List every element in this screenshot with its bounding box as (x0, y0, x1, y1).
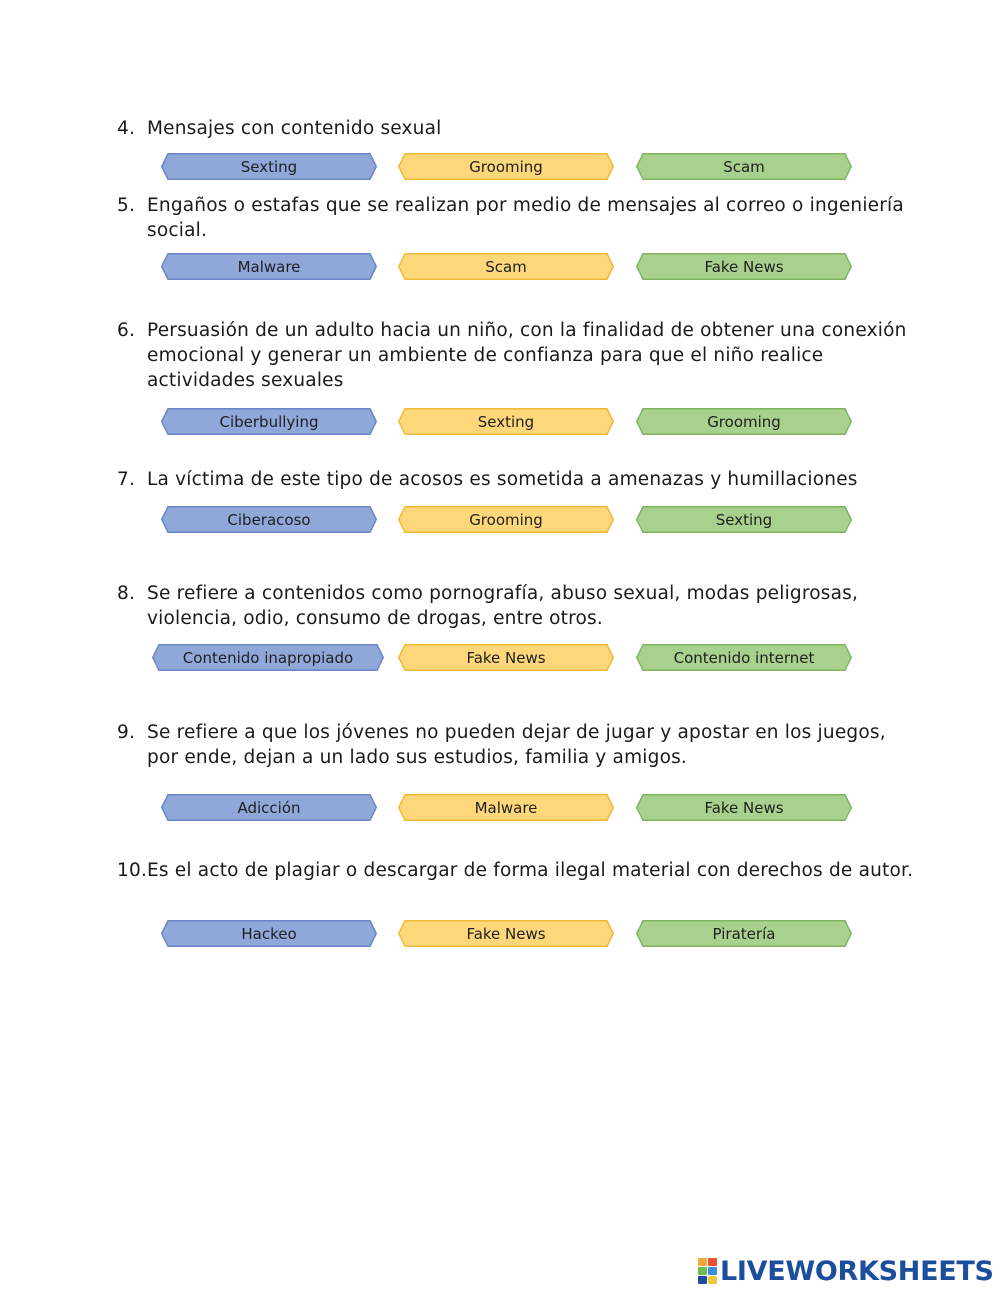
liveworksheets-logo (697, 1257, 994, 1285)
option-pirateria[interactable] (636, 920, 852, 947)
option-grooming[interactable] (398, 506, 614, 533)
question-4 (117, 116, 917, 141)
option-hackeo[interactable] (161, 920, 377, 947)
option-fake-news[interactable] (398, 644, 614, 671)
option-ciberbullying[interactable] (161, 408, 377, 435)
question-text: Se refiere a contenidos como pornografía, abuso sexual, modas peligrosas, violencia, odio, consumo de drogas, entre otros. (147, 583, 859, 629)
option-fake-news[interactable] (398, 920, 614, 947)
option-label: Grooming (469, 157, 543, 176)
option-label: Ciberbullying (219, 412, 319, 431)
option-contenido-internet[interactable] (636, 644, 852, 671)
option-label: Contenido inapropiado (182, 648, 354, 667)
question-7 (117, 467, 917, 492)
option-fake-news[interactable] (636, 253, 852, 280)
question-number: 5. (117, 195, 136, 216)
option-grooming[interactable] (636, 408, 852, 435)
option-label: Fake News (466, 648, 546, 667)
question-number: 9. (117, 722, 136, 743)
option-scam[interactable] (636, 153, 852, 180)
question-number: 4. (117, 118, 136, 139)
option-label: Sexting (240, 157, 298, 176)
option-fake-news[interactable] (636, 794, 852, 821)
question-6 (117, 318, 917, 393)
option-grooming[interactable] (398, 153, 614, 180)
option-sexting[interactable] (161, 153, 377, 180)
question-number: 7. (117, 469, 136, 490)
option-label: Grooming (707, 412, 781, 431)
option-sexting[interactable] (398, 408, 614, 435)
option-malware[interactable] (161, 253, 377, 280)
option-label: Grooming (469, 510, 543, 529)
question-number: 6. (117, 320, 136, 341)
option-label: Malware (237, 257, 301, 276)
question-text: Engaños o estafas que se realizan por medio de mensajes al correo o ingeniería social. (147, 195, 904, 241)
option-label: Fake News (466, 924, 546, 943)
option-label: Scam (723, 157, 765, 176)
option-sexting[interactable] (636, 506, 852, 533)
option-contenido-inapropiado[interactable] (152, 644, 384, 671)
question-number: 10. (117, 860, 148, 881)
option-label: Piratería (712, 924, 776, 943)
question-text: Es el acto de plagiar o descargar de forma ilegal material con derechos de autor. (147, 860, 914, 881)
option-label: Ciberacoso (227, 510, 311, 529)
option-label: Scam (485, 257, 527, 276)
option-label: Fake News (704, 257, 784, 276)
option-label: Fake News (704, 798, 784, 817)
option-label: Adicción (237, 798, 301, 817)
option-label: Malware (474, 798, 538, 817)
question-text: Mensajes con contenido sexual (147, 118, 442, 139)
question-text: Se refiere a que los jóvenes no pueden dejar de jugar y apostar en los juegos, por ende, dejan a un lado sus estudios, familia y amigos. (147, 722, 886, 768)
question-number: 8. (117, 583, 136, 604)
question-text: La víctima de este tipo de acosos es sometida a amenazas y humillaciones (147, 469, 858, 490)
option-label: Hackeo (241, 924, 297, 943)
question-9 (117, 720, 917, 770)
logo-mark-icon (697, 1258, 717, 1285)
logo-brand-text: LIVEWORKSHEETS (720, 1255, 994, 1287)
question-5 (117, 193, 917, 243)
option-adiccion[interactable] (161, 794, 377, 821)
option-malware[interactable] (398, 794, 614, 821)
option-ciberacoso[interactable] (161, 506, 377, 533)
option-label: Sexting (477, 412, 535, 431)
option-scam[interactable] (398, 253, 614, 280)
question-10 (117, 858, 917, 883)
question-8 (117, 581, 917, 631)
question-text: Persuasión de un adulto hacia un niño, con la finalidad de obtener una conexión emocional y generar un ambiente de confianza para que el niño realice actividades sexuales (147, 320, 907, 391)
option-label: Sexting (715, 510, 773, 529)
option-label: Contenido internet (673, 648, 815, 667)
